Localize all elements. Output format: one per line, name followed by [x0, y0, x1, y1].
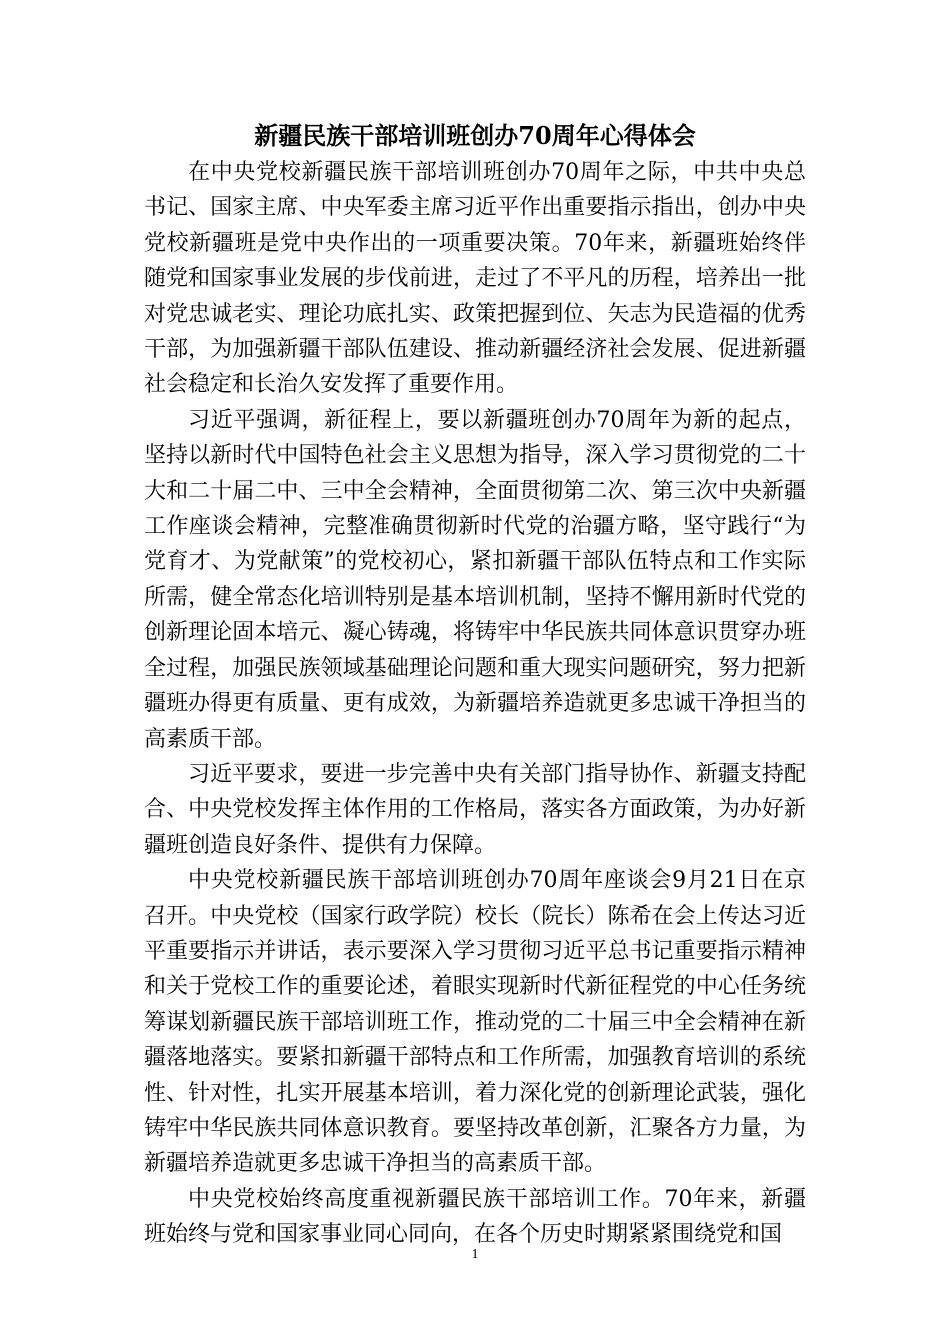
page-number: 1	[471, 1247, 479, 1262]
paragraph-5: 中央党校始终高度重视新疆民族干部培训工作。70年来，新疆班始终与党和国家事业同心同向，在各个历史时期紧紧围绕党和国	[144, 1186, 806, 1248]
paragraph-1: 在中央党校新疆民族干部培训班创办70周年之际，中共中央总书记、国家主席、中央军委主席习近平作出重要指示指出，创办中央党校新疆班是党中央作出的一项重要决策。70年来，新疆班始终伴随党和国家事业发展的步伐前进，走过了不平凡的历程，培养出一批对党忠诚老实、理论功底扎实、政策把握到位、矢志为民造福的优秀干部，为加强新疆干部队伍建设、推动新疆经济社会发展、促进新疆社会稳定和长治久安发挥了重要作用。	[144, 160, 806, 398]
paragraph-4: 中央党校新疆民族干部培训班创办70周年座谈会9月21日在京召开。中央党校（国家行政学院）校长（院长）陈希在会上传达习近平重要指示并讲话，表示要深入学习贯彻习近平总书记重要指示精神和关于党校工作的重要论述，着眼实现新时代新征程党的中心任务统筹谋划新疆民族干部培训班工作，推动党的二十届三中全会精神在新疆落地落实。要紧扣新疆干部特点和工作所需，加强教育培训的系统性、针对性，扎实开展基本培训，着力深化党的创新理论武装，强化铸牢中华民族共同体意识教育。要坚持改革创新，汇聚各方力量，为新疆培养造就更多忠诚干净担当的高素质干部。	[144, 868, 806, 1177]
document-body	[144, 155, 806, 1253]
paragraph-3: 习近平要求，要进一步完善中央有关部门指导协作、新疆支持配合、中央党校发挥主体作用的工作格局，落实各方面政策，为办好新疆班创造良好条件、提供有力保障。	[144, 761, 806, 858]
paragraph-2: 习近平强调，新征程上，要以新疆班创办70周年为新的起点，坚持以新时代中国特色社会主义思想为指导，深入学习贯彻党的二十大和二十届二中、三中全会精神，全面贯彻第二次、第三次中央新疆工作座谈会精神，完整准确贯彻新时代党的治疆方略，坚守践行“为党育才、为党献策”的党校初心，紧扣新疆干部队伍特点和工作实际所需，健全常态化培训特别是基本培训机制，坚持不懈用新时代党的创新理论固本培元、凝心铸魂，将铸牢中华民族共同体意识贯穿办班全过程，加强民族领域基础理论问题和重大现实问题研究，努力把新疆班办得更有质量、更有成效，为新疆培养造就更多忠诚干净担当的高素质干部。	[144, 407, 806, 752]
document-title: 新疆民族干部培训班创办70周年心得体会	[254, 121, 696, 150]
